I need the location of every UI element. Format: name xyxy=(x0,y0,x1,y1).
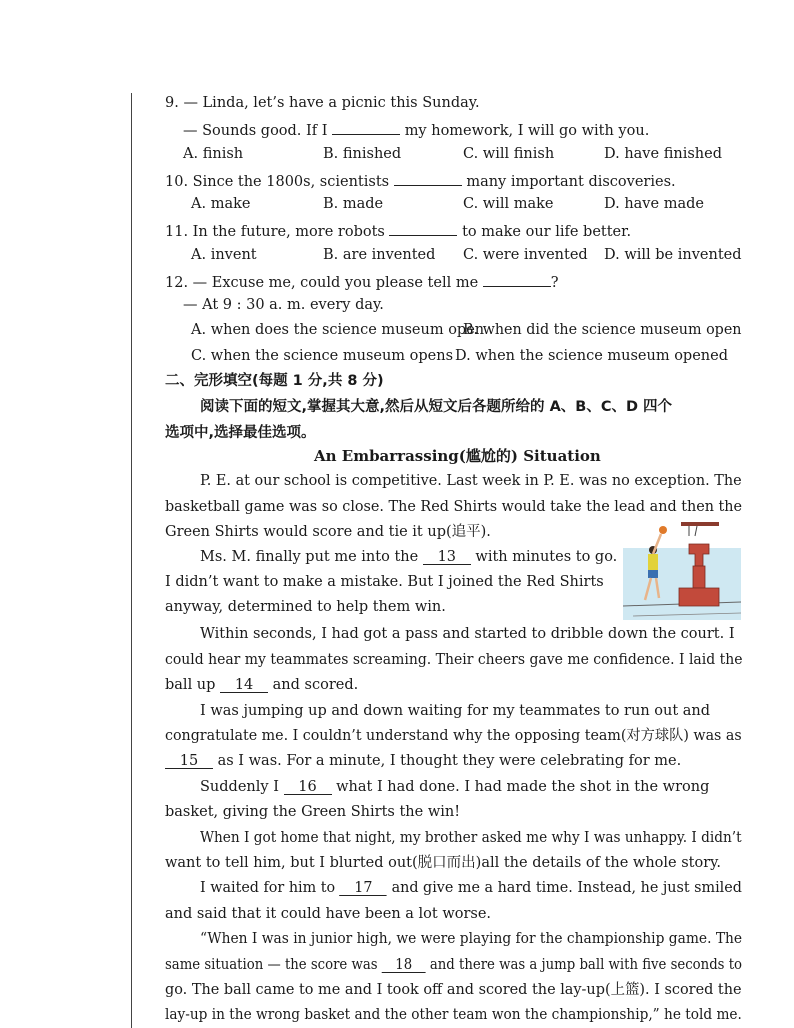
blank-17[interactable]: 17 xyxy=(340,879,387,896)
margin-rule xyxy=(131,93,132,1028)
p8-line4: lay-up in the wrong basket and the other team won the championship,” he told me. xyxy=(165,1007,742,1023)
q12-option-d[interactable]: D. when the science museum opened xyxy=(455,348,728,364)
q12-reply: — At 9 : 30 a. m. every day. xyxy=(183,297,384,313)
p3-line3 xyxy=(165,675,358,695)
q10-option-d[interactable]: D. have made xyxy=(604,196,704,212)
blank-18[interactable]: 18 xyxy=(382,956,426,973)
q9-option-c[interactable]: C. will finish xyxy=(463,146,555,162)
blank-15[interactable]: 15 xyxy=(165,752,213,769)
p4-line3 xyxy=(165,751,681,771)
passage-title: An Embarrassing(尴尬的) Situation xyxy=(314,447,601,465)
q9-option-b[interactable]: B. finished xyxy=(323,146,402,162)
q11-blank[interactable] xyxy=(389,219,457,236)
q11-before: 11. In the future, more robots xyxy=(165,224,385,240)
hoop-pole xyxy=(693,566,705,588)
p8-line2 xyxy=(165,955,742,975)
p5-after: what I had done. I had made the shot in the wrong xyxy=(336,779,710,795)
p7-before: I waited for him to xyxy=(200,880,336,896)
p1-line2: basketball game was so close. The Red Shirts would take the lead and then the xyxy=(165,499,743,515)
q11-option-a[interactable]: A. invent xyxy=(191,247,257,263)
p3-line1: Within seconds, I had got a pass and started to dribble down the court. I xyxy=(200,626,735,642)
q12-option-a[interactable]: A. when does the science museum open xyxy=(191,322,485,338)
q10-after: many important discoveries. xyxy=(466,174,676,190)
p2-after: with minutes to go. xyxy=(475,549,618,565)
p2-line2: I didn’t want to make a mistake. But I joined the Red Shirts xyxy=(165,574,604,590)
q11-stem xyxy=(165,219,631,242)
p3-after: and scored. xyxy=(272,677,359,693)
blank-16[interactable]: 16 xyxy=(284,778,332,795)
q9-stem: 9. — Linda, let’s have a picnic this Sunday. xyxy=(165,95,480,111)
hoop-net-2 xyxy=(695,526,697,536)
q12-before: 12. — Excuse me, could you please tell me xyxy=(165,275,479,291)
q11-option-c[interactable]: C. were invented xyxy=(463,247,588,263)
p6-line1: When I got home that night, my brother asked me why I was unhappy. I didn’t xyxy=(200,830,742,846)
hoop-base xyxy=(679,588,719,606)
player-shorts xyxy=(648,570,658,578)
p3-line2: could hear my teammates screaming. Their cheers gave me confidence. I laid the xyxy=(165,652,743,668)
p4-line2: congratulate me. I couldn’t understand why the opposing team(对方球队) was as xyxy=(165,728,742,744)
p7-after: and give me a hard time. Instead, he just smiled xyxy=(391,880,742,896)
q12-after: ? xyxy=(550,275,559,291)
q12-blank[interactable] xyxy=(483,270,551,287)
p5-line2: basket, giving the Green Shirts the win! xyxy=(165,804,461,820)
q12-stem xyxy=(165,270,559,293)
p1-line3: Green Shirts would score and tie it up(追平). xyxy=(165,524,491,540)
q9-reply-after: my homework, I will go with you. xyxy=(404,123,650,139)
p8-line3: go. The ball came to me and I took off and scored the lay-up(上篮). I scored the xyxy=(165,982,742,998)
p2-line1 xyxy=(200,547,617,567)
sky-background xyxy=(623,548,741,620)
q9-option-a[interactable]: A. finish xyxy=(183,146,244,162)
q10-stem xyxy=(165,169,676,192)
q12-option-c[interactable]: C. when the science museum opens xyxy=(191,348,454,364)
p8-after: and there was a jump ball with five seconds to xyxy=(429,957,743,973)
section-instruction-line2: 选项中,选择最佳选项。 xyxy=(165,425,316,441)
p7-line1 xyxy=(200,878,742,898)
q9-blank[interactable] xyxy=(332,118,400,135)
basketball xyxy=(659,526,667,534)
basketball-illustration xyxy=(623,520,741,620)
player-shirt xyxy=(648,554,658,570)
p5-line1 xyxy=(200,777,709,797)
p3-before: ball up xyxy=(165,677,216,693)
q10-option-a[interactable]: A. make xyxy=(191,196,251,212)
q11-option-b[interactable]: B. are invented xyxy=(323,247,436,263)
p2-line3: anyway, determined to help them win. xyxy=(165,599,446,615)
p6-line2: want to tell him, but I blurted out(脱口而出)all the details of the whole story. xyxy=(165,855,722,871)
p4-line1: I was jumping up and down waiting for my teammates to run out and xyxy=(200,703,711,719)
q9-reply-before: — Sounds good. If I xyxy=(183,123,328,139)
q10-option-c[interactable]: C. will make xyxy=(463,196,554,212)
p2-before: Ms. M. finally put me into the xyxy=(200,549,419,565)
q11-after: to make our life better. xyxy=(462,224,632,240)
section-heading: 二、完形填空(每题 1 分,共 8 分) xyxy=(165,373,384,389)
backboard xyxy=(681,522,719,526)
p7-line2: and said that it could have been a lot worse. xyxy=(165,906,492,922)
q10-blank[interactable] xyxy=(394,169,462,186)
section-instruction-line1: 阅读下面的短文,掌握其大意,然后从短文后各题所给的 A、B、C、D 四个 xyxy=(200,399,673,415)
p8-before: same situation — the score was xyxy=(165,957,378,973)
p1-line1: P. E. at our school is competitive. Last week in P. E. was no exception. The xyxy=(200,473,742,489)
q9-reply xyxy=(183,118,649,141)
q10-option-b[interactable]: B. made xyxy=(323,196,384,212)
p5-before: Suddenly I xyxy=(200,779,279,795)
q12-option-b[interactable]: B. when did the science museum open xyxy=(463,322,742,338)
q11-option-d[interactable]: D. will be invented xyxy=(604,247,742,263)
q9-option-d[interactable]: D. have finished xyxy=(604,146,722,162)
q10-before: 10. Since the 1800s, scientists xyxy=(165,174,390,190)
blank-13[interactable]: 13 xyxy=(423,548,471,565)
p8-line1: “When I was in junior high, we were playing for the championship game. The xyxy=(200,931,743,947)
p4-after: as I was. For a minute, I thought they were celebrating for me. xyxy=(217,753,682,769)
blank-14[interactable]: 14 xyxy=(220,676,268,693)
